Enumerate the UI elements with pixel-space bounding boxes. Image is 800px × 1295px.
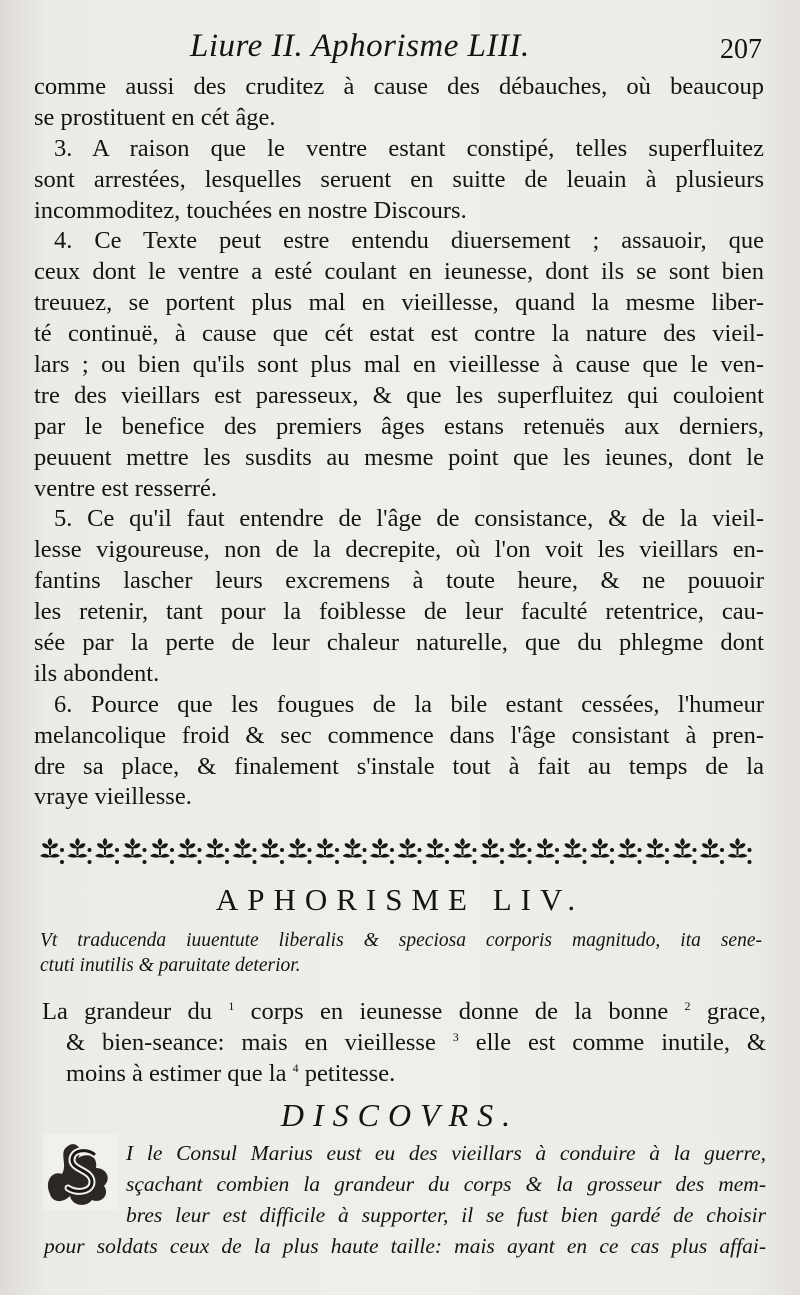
french-translation — [42, 996, 766, 1089]
text-line: 5. Ce qu'il faut entendre de l'âge de consistance, & de la vieil- — [54, 505, 764, 533]
fleuron-icon — [728, 838, 752, 864]
fleuron-icon — [618, 838, 642, 864]
text-line: vraye vieillesse. — [34, 783, 192, 811]
fleuron-icon — [563, 838, 587, 864]
note-marker: 2 — [684, 998, 691, 1013]
text-line: 3. A raison que le ventre estant constipé, telles superfluitez — [54, 134, 764, 162]
fleuron-icon — [508, 838, 532, 864]
latin-line: ctuti inutilis & paruitate deterior. — [40, 955, 301, 976]
fleuron-icon — [40, 838, 64, 864]
fleuron-icon — [233, 838, 257, 864]
fleuron-icon — [150, 838, 174, 864]
text-line: treuuez, se portent plus mal en vieillesse, quand la mesme liber- — [34, 289, 764, 317]
text-line: melancolique froid & sec commence dans l'âge consistant à pren- — [34, 721, 764, 749]
text-line: par le benefice des premiers âges estans retenuës aux derniers, — [34, 412, 764, 440]
latin-aphorism — [40, 928, 762, 978]
text-line: ventre est resserré. — [34, 474, 217, 502]
fleuron-icon — [645, 838, 669, 864]
fleuron-icon — [260, 838, 284, 864]
fleuron-icon — [370, 838, 394, 864]
text-line: ceux dont le ventre a esté coulant en ieunesse, dont ils se sont bien — [34, 258, 764, 286]
discours-title: DISCOVRS. — [280, 1097, 520, 1133]
text-line: tre des vieillars est paresseux, & que les superfluitez qui couloient — [34, 381, 764, 409]
fleuron-icon — [288, 838, 312, 864]
page-number: 207 — [720, 34, 762, 65]
discours-line: sçachant combien la grandeur du corps & la grosseur des mem- — [126, 1172, 766, 1196]
aphorism-title: APHORISME LIV. — [215, 882, 585, 917]
fleuron-icon — [590, 838, 614, 864]
discours-line: bres leur est difficile à supporter, il se fust bien gardé de choisir — [126, 1203, 766, 1227]
fleuron-icon — [123, 838, 147, 864]
ornamental-band — [36, 830, 768, 870]
fleuron-icon — [453, 838, 477, 864]
text-line: peuuent mettre les susdits au mesme point que les ieunes, dont le — [34, 443, 764, 471]
text-line: dre sa place, & finalement s'instale tout à fait au temps de la — [34, 752, 764, 780]
fleuron-icon — [398, 838, 422, 864]
discours-line: I le Consul Marius eust eu des vieillars à conduire à la guerre, — [126, 1141, 766, 1165]
fleuron-icon — [673, 838, 697, 864]
fleuron-icon — [535, 838, 559, 864]
text-line: incommoditez, touchées en nostre Discours. — [34, 196, 467, 224]
fleuron-icon — [343, 838, 367, 864]
body-text — [34, 72, 764, 813]
text-line: se prostituent en cét âge. — [34, 103, 276, 131]
text-line: comme aussi des cruditez à cause des débauches, où beaucoup — [34, 73, 764, 100]
fleuron-icon — [205, 838, 229, 864]
fleuron-icon — [315, 838, 339, 864]
text-line: té continuë, à cause que cét estat est contre la nature des vieil- — [34, 320, 764, 348]
text-line: sée par la perte de leur chaleur naturelle, que du phlegme dont — [34, 629, 764, 657]
note-marker: 3 — [452, 1029, 459, 1044]
fleuron-icon — [425, 838, 449, 864]
text-line: lars ; ou bien qu'ils sont plus mal en vieillesse à cause que le ven- — [34, 351, 764, 379]
fleuron-icon — [95, 838, 119, 864]
page-header — [0, 28, 800, 72]
svg-text:S: S — [79, 1183, 81, 1185]
text-line: fantins lascher leurs excremens à toute heure, & ne pouuoir — [34, 567, 764, 595]
french-line: moins à estimer que la $^4$ petitesse. — [66, 1060, 396, 1087]
fleuron-icon — [700, 838, 724, 864]
text-line: sont arrestées, lesquelles seruent en suitte de leuain à plusieurs — [34, 165, 764, 193]
discours-text — [44, 1138, 766, 1262]
fleuron-icon — [68, 838, 92, 864]
text-line: les retenir, tant pour la foiblesse de leur faculté retentrice, cau- — [34, 598, 764, 626]
french-line: & bien-seance: mais en vieillesse $^3$ elle est comme inutile, & — [66, 1029, 766, 1056]
text-line: 4. Ce Texte peut estre entendu diuersement ; assauoir, que — [54, 227, 764, 255]
fleuron-icon — [480, 838, 504, 864]
note-marker: 1 — [228, 998, 235, 1013]
running-title: Liure II. Aphorisme LIII. — [190, 28, 530, 64]
text-line: 6. Pource que les fougues de la bile estant cessées, l'humeur — [54, 690, 764, 718]
discours-line: pour soldats ceux de la plus haute taille: mais ayant en ce cas plus affai- — [44, 1234, 766, 1258]
fleuron-icon — [178, 838, 202, 864]
french-line: La grandeur du $^1$ corps en ieunesse donne de la bonne $^2$ grace, — [42, 998, 766, 1025]
text-line: ils abondent. — [34, 659, 160, 687]
latin-line: Vt traducenda iuuentute liberalis & speciosa corporis magnitudo, ita sene- — [40, 930, 762, 951]
text-line: lesse vigoureuse, non de la decrepite, où l'on voit les vieillars en- — [34, 536, 764, 564]
note-marker: 4 — [292, 1060, 299, 1075]
